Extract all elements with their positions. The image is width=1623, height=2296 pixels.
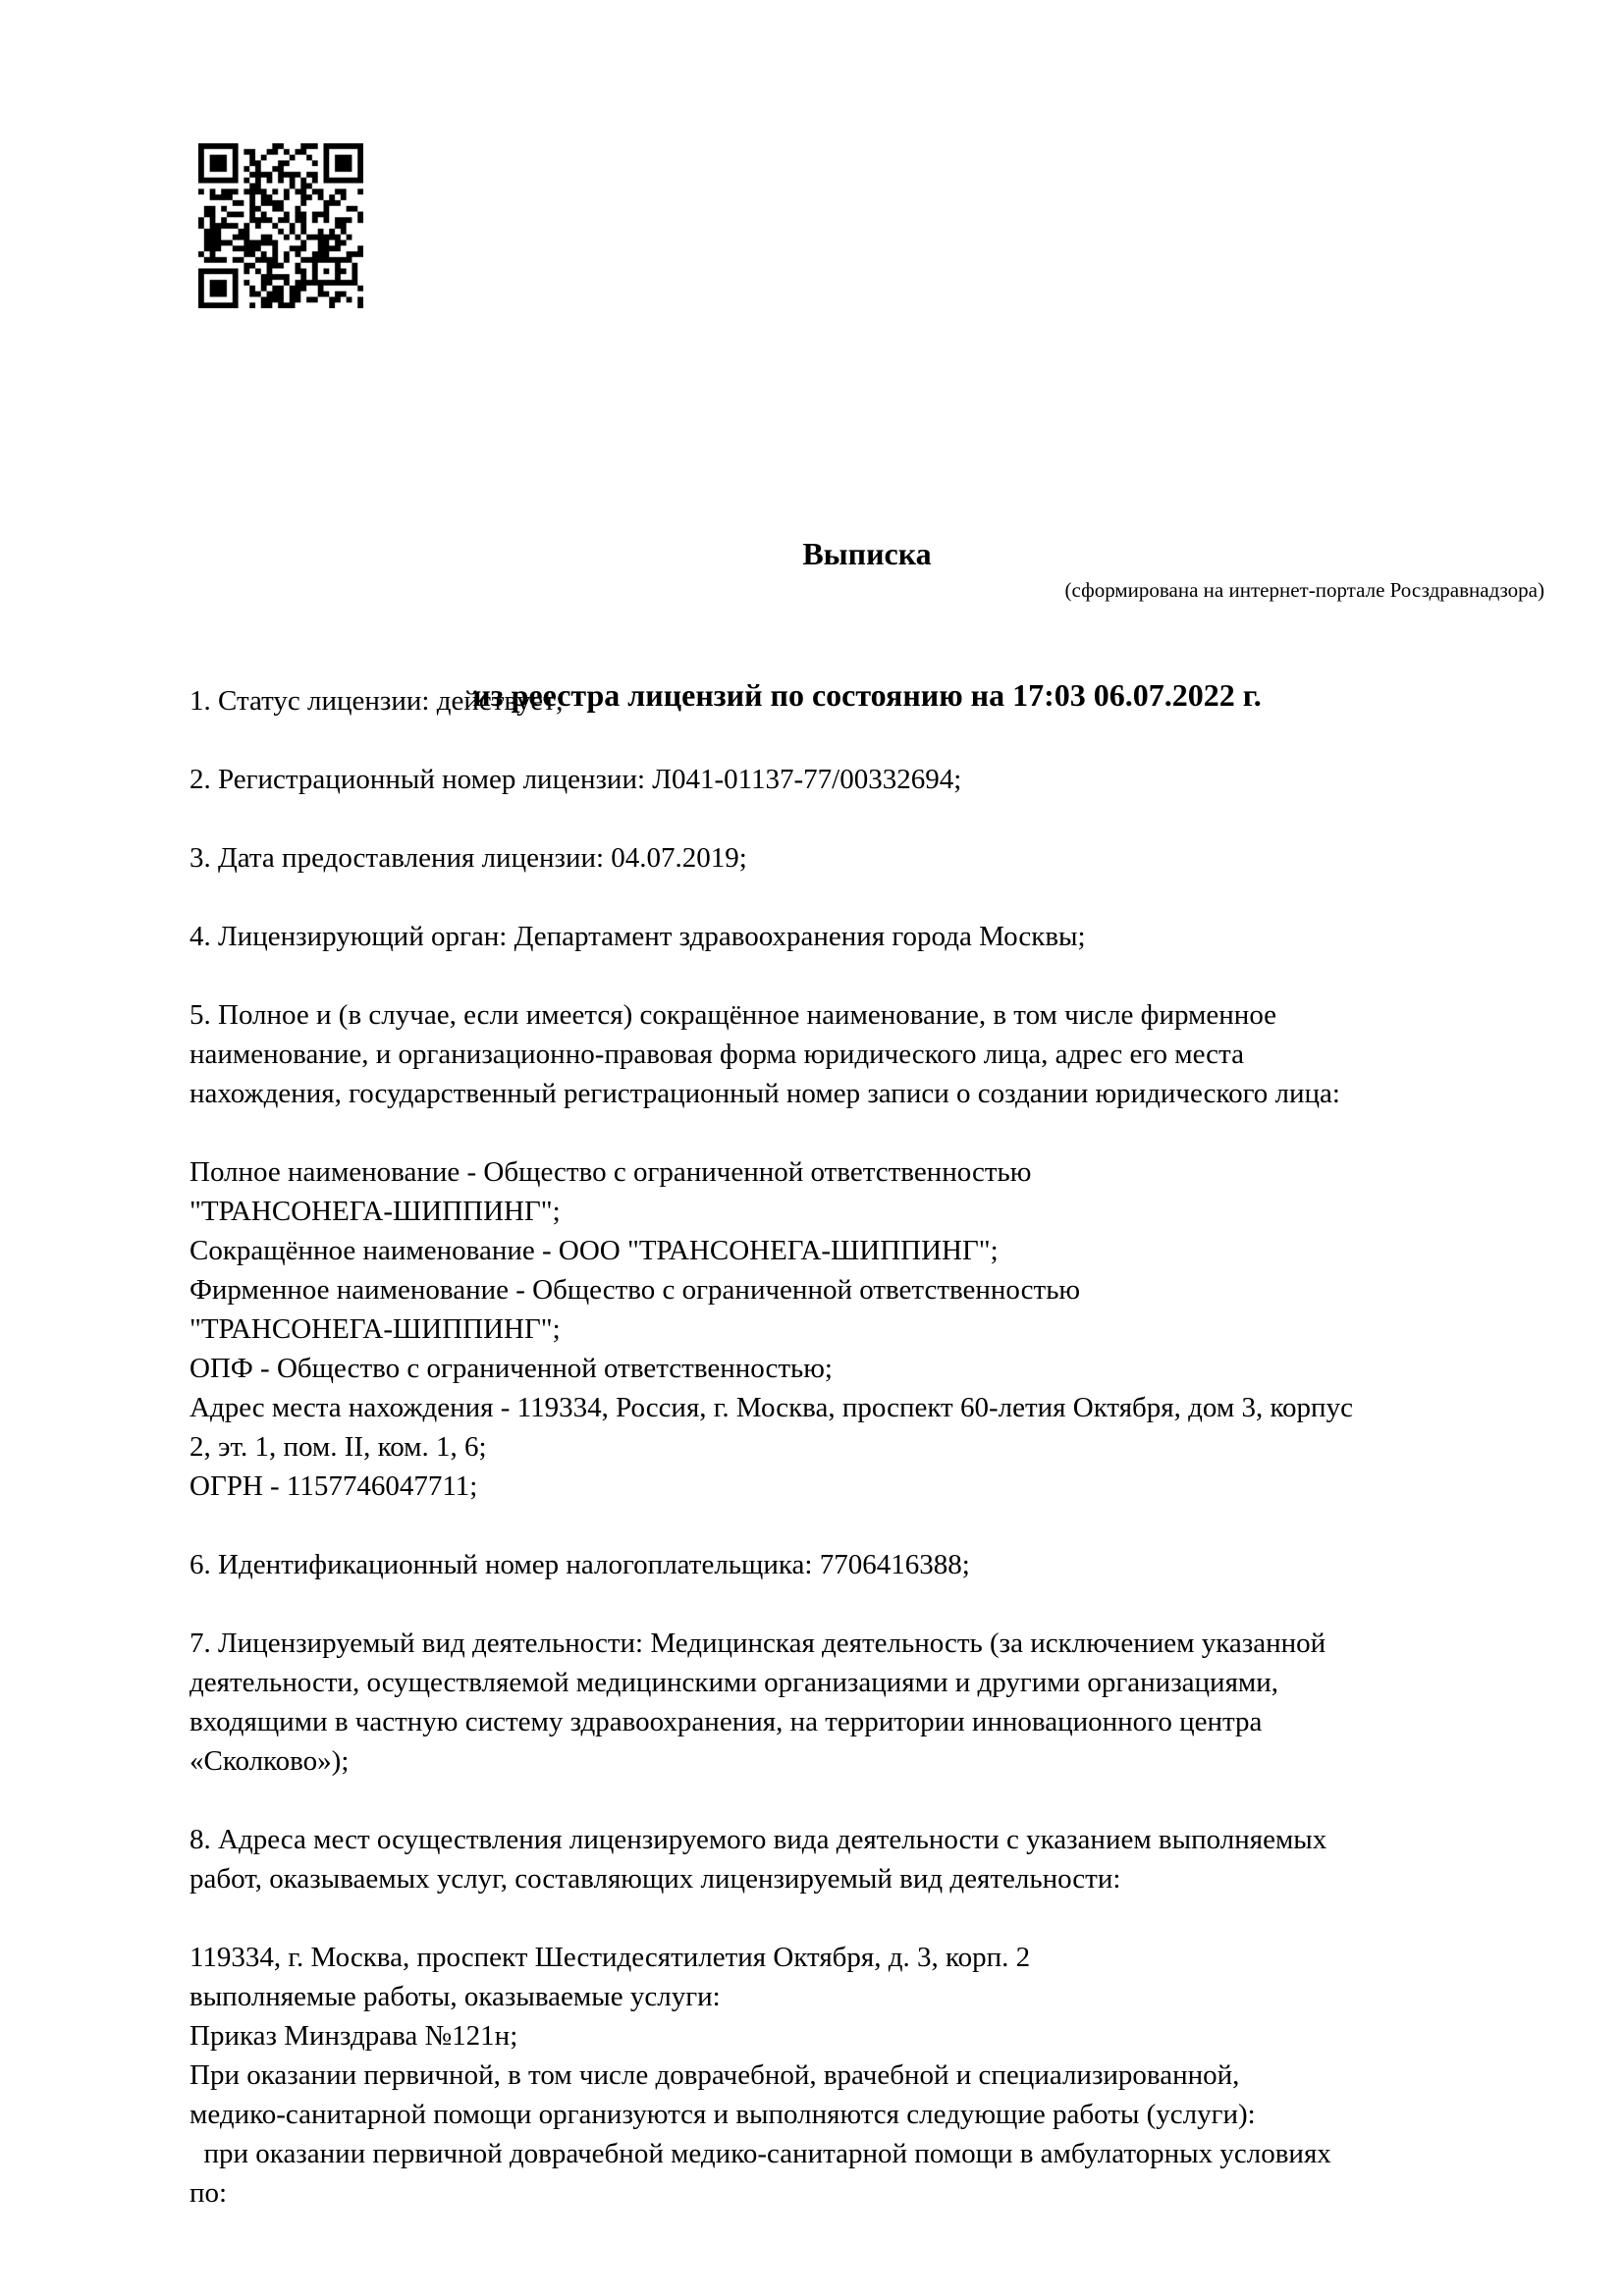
text-line: 119334, г. Москва, проспект Шестидесятилетия Октября, д. 3, корп. 2 [189, 1942, 1031, 1973]
text-line: Адрес места нахождения - 119334, Россия, г. Москва, проспект 60-летия Октября, дом 3, корпус [189, 1392, 1353, 1423]
text-line: 5. Полное и (в случае, если имеется) сокращённое наименование, в том числе фирменное [189, 999, 1277, 1031]
text-line: выполняемые работы, оказываемые услуги: [189, 1981, 721, 2012]
text-line: 8. Адреса мест осуществления лицензируемого вида деятельности с указанием выполняемых [189, 1824, 1327, 1855]
qr-code-icon [198, 143, 363, 308]
text-line: "ТРАНСОНЕГА-ШИППИНГ"; [189, 1313, 561, 1345]
text-line: ОГРН - 1157746047711; [189, 1470, 478, 1502]
paragraph [189, 760, 1544, 799]
paragraph [189, 1938, 1544, 2213]
text-line: при оказании первичной доврачебной медико-санитарной помощи в амбулаторных условиях [189, 2138, 1331, 2169]
text-line: Приказ Минздрава №121н; [189, 2020, 518, 2052]
paragraph [189, 838, 1544, 878]
text-line: работ, оказываемых услуг, составляющих лицензируемый вид деятельности: [189, 1863, 1121, 1895]
text-line: 6. Идентификационный номер налогоплательщика: 7706416388; [189, 1549, 970, 1580]
text-line: наименование, и организационно-правовая форма юридического лица, адрес его места [189, 1039, 1244, 1070]
text-line: нахождения, государственный регистрационный номер записи о создании юридического лица: [189, 1078, 1340, 1109]
text-line: входящими в частную систему здравоохранения, на территории инновационного центра [189, 1706, 1263, 1737]
paragraph [189, 1820, 1544, 1898]
text-line: 3. Дата предоставления лицензии: 04.07.2019; [189, 842, 747, 874]
text-line: деятельности, осуществляемой медицинскими организациями и другими организациями, [189, 1667, 1279, 1698]
paragraph [189, 1152, 1544, 1506]
title-line-1: Выписка [802, 536, 932, 571]
paragraph [189, 1624, 1544, 1781]
paragraph [189, 995, 1544, 1113]
document-subtitle: (сформирована на интернет-портале Росздравнадзора) [1064, 578, 1544, 602]
paragraph [189, 917, 1544, 956]
text-line: ОПФ - Общество с ограниченной ответственностью; [189, 1353, 833, 1384]
text-line: 1. Статус лицензии: действует; [189, 685, 564, 717]
paragraph [189, 681, 1544, 721]
text-line: Сокращённое наименование - ООО "ТРАНСОНЕГА-ШИППИНГ"; [189, 1235, 999, 1266]
text-line: медико-санитарной помощи организуются и выполняются следующие работы (услуги): [189, 2099, 1256, 2130]
title-line-2: из реестра лицензий по состоянию на 17:03 06.07.2022 г. [472, 677, 1262, 713]
document-body [189, 681, 1544, 2213]
text-line: «Сколково»); [189, 1745, 350, 1777]
text-line: 7. Лицензируемый вид деятельности: Медицинская деятельность (за исключением указанной [189, 1628, 1326, 1659]
text-line: 2. Регистрационный номер лицензии: Л041-01137-77/00332694; [189, 764, 962, 795]
text-line: 4. Лицензирующий орган: Департамент здравоохранения города Москвы; [189, 921, 1086, 952]
text-line: Полное наименование - Общество с ограниченной ответственностью [189, 1156, 1032, 1188]
text-line: Фирменное наименование - Общество с ограниченной ответственностью [189, 1274, 1081, 1306]
text-line: При оказании первичной, в том числе доврачебной, врачебной и специализированной, [189, 2059, 1240, 2091]
paragraph [189, 1545, 1544, 1584]
text-line: "ТРАНСОНЕГА-ШИППИНГ"; [189, 1196, 561, 1227]
text-line: по: [189, 2177, 228, 2209]
text-line: 2, эт. 1, пом. II, ком. 1, 6; [189, 1431, 487, 1463]
